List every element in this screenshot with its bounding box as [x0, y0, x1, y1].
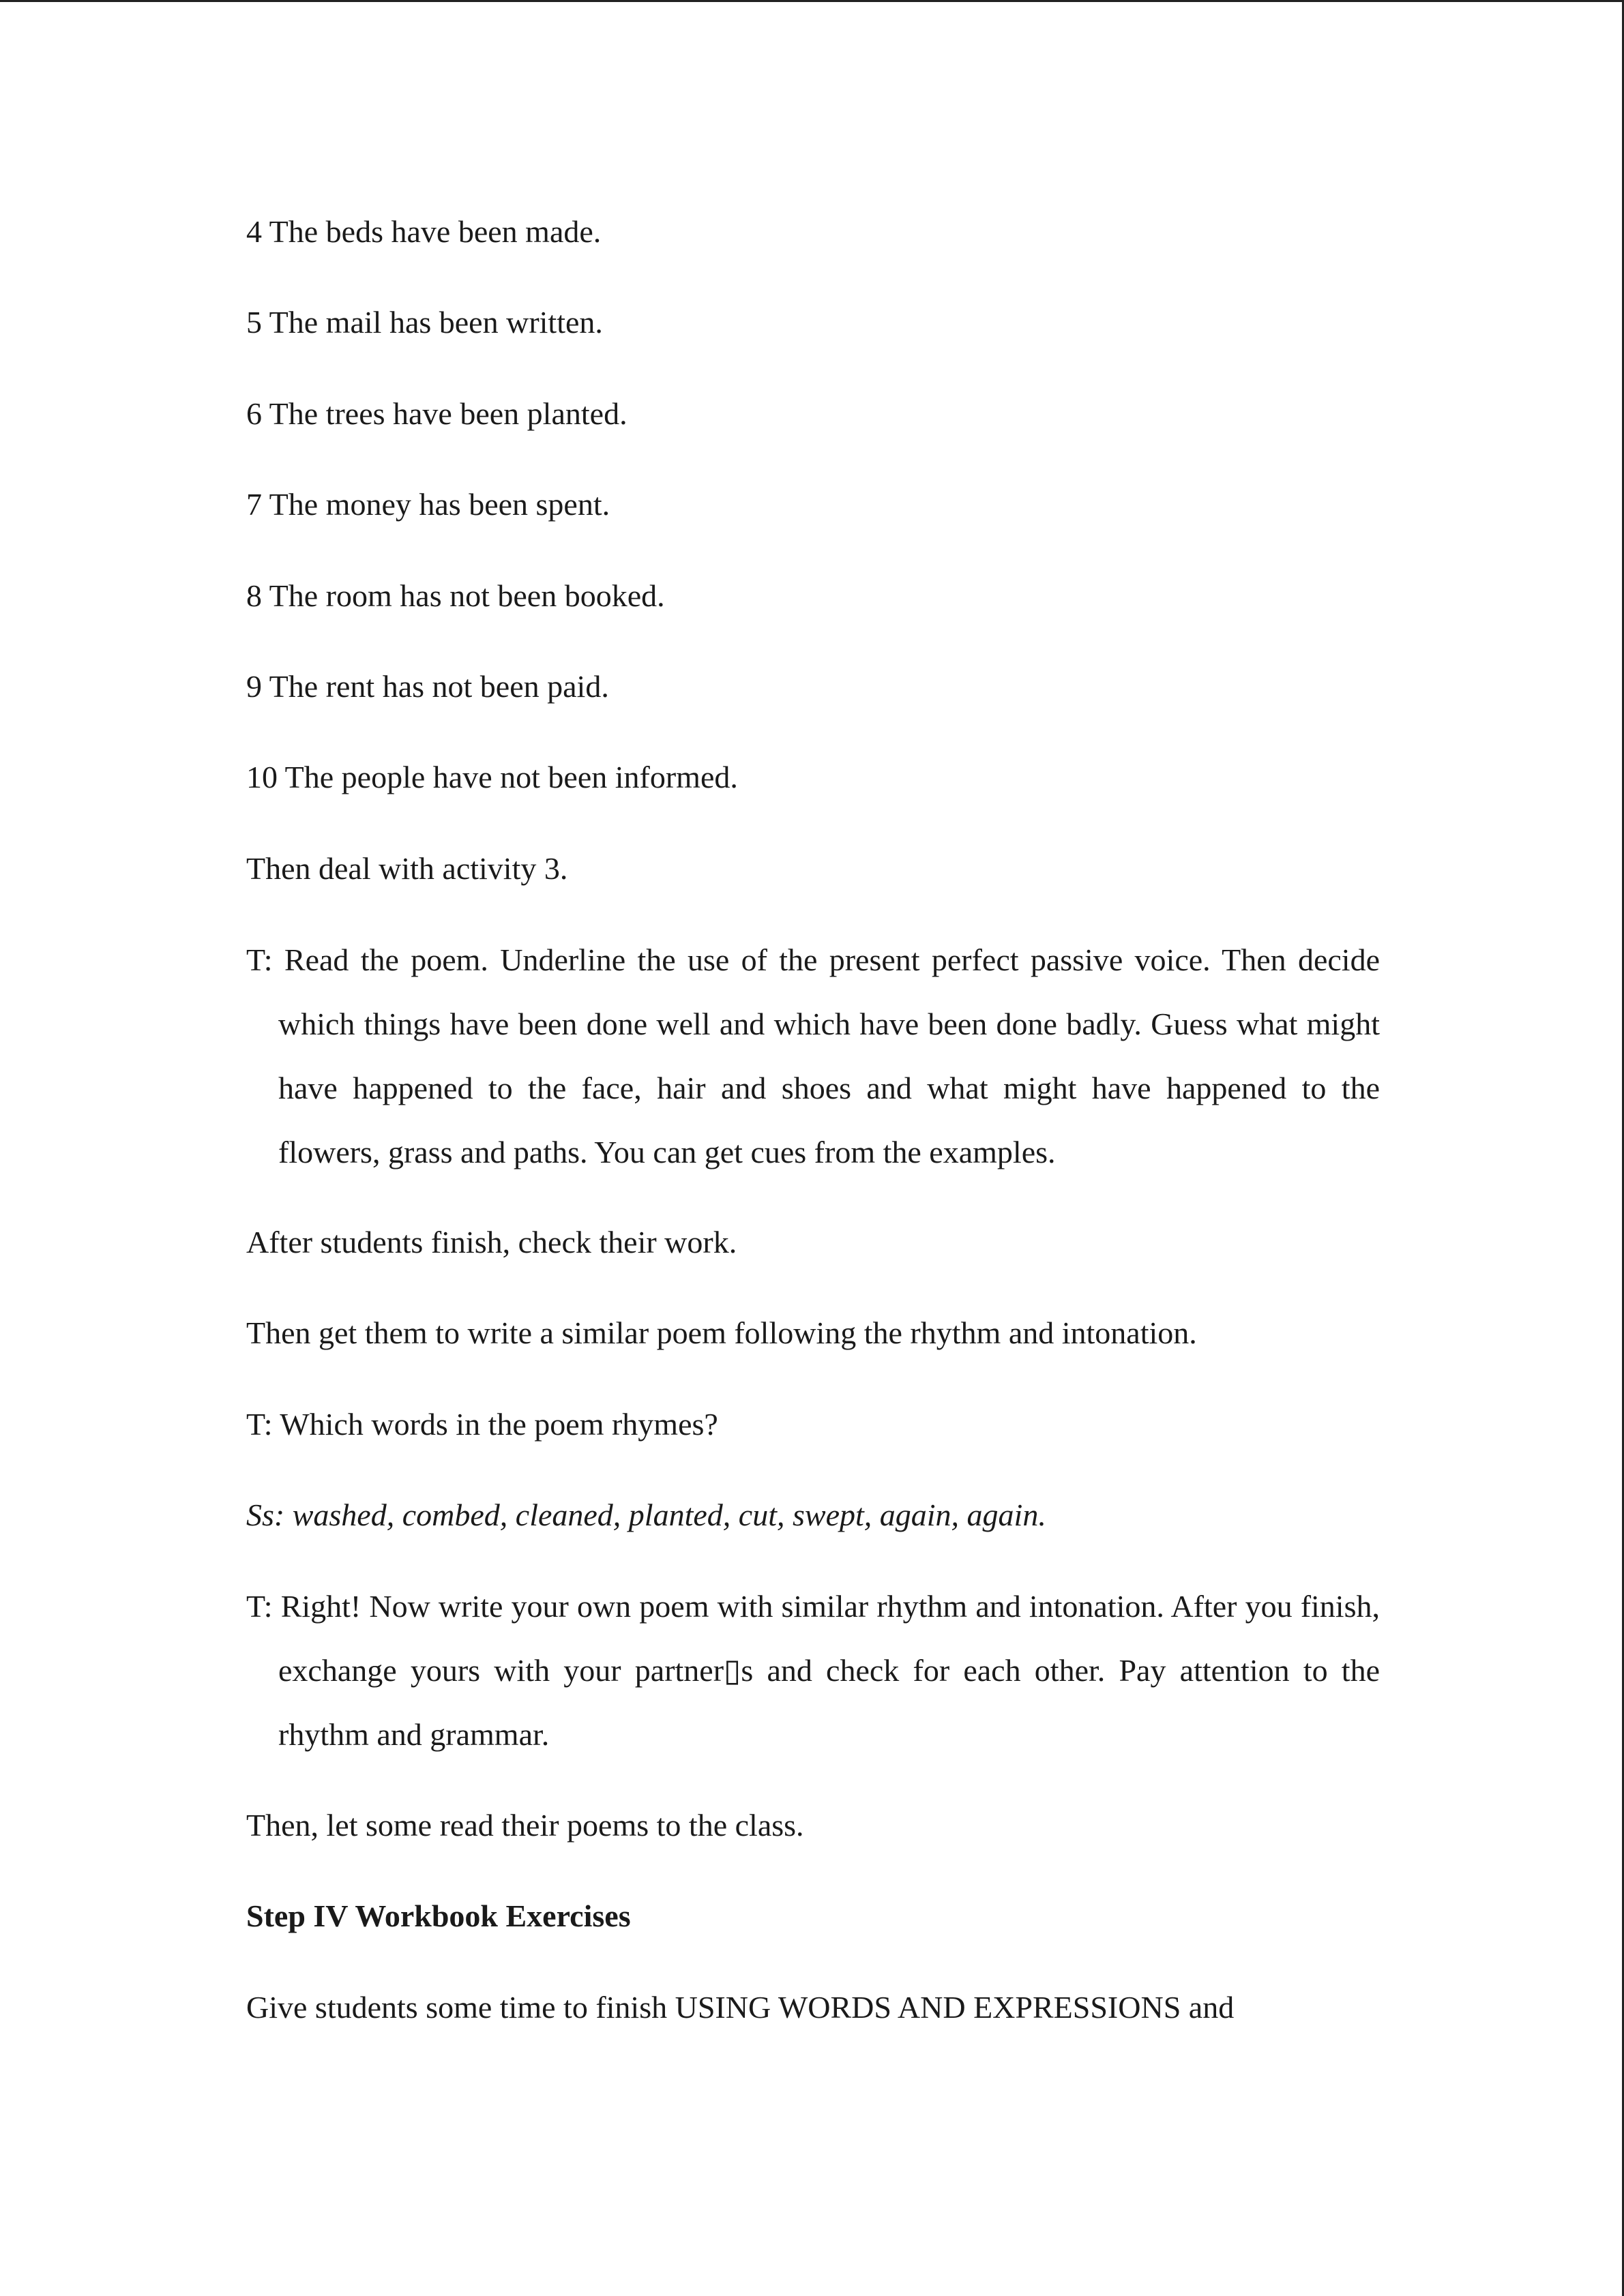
answer-line: 9 The rent has not been paid. — [246, 669, 609, 704]
activity3-intro: Then deal with activity 3. — [246, 851, 568, 886]
answer-line: 10 The people have not been informed. — [246, 760, 738, 794]
read-poems-line: Then, let some read their poems to the class. — [246, 1808, 804, 1843]
answer-line: 5 The mail has been written. — [246, 305, 603, 340]
workbook-instruction: Give students some time to finish USING WORDS AND EXPRESSIONS and — [246, 1990, 1235, 2025]
teacher-question: T: Which words in the poem rhymes? — [246, 1407, 718, 1442]
step-heading: Step IV Workbook Exercises — [246, 1898, 631, 1933]
check-work-line: After students finish, check their work. — [246, 1225, 737, 1259]
answer-line: 4 The beds have been made. — [246, 214, 602, 249]
teacher-poem-instruction: T: Read the poem. Underline the use of the present perfect passive voice. Then decide which things have been done well and which have been done badly. Guess what might have happened to the face, hair and shoes and what might have happened to the flowers, grass and paths. You can get cues from the examples. — [246, 942, 1380, 1169]
teacher-write-instruction: T: Right! Now write your own poem with similar rhythm and intonation. After you finish, exchange yours with your partner▯s and check for each other. Pay attention to the rhythm and grammar. — [246, 1589, 1380, 1752]
answer-line: 6 The trees have been planted. — [246, 396, 628, 431]
answer-line: 7 The money has been spent. — [246, 487, 610, 522]
students-answer: Ss: washed, combed, cleaned, planted, cut, swept, again, again. — [246, 1497, 1046, 1532]
answer-line: 8 The room has not been booked. — [246, 578, 665, 613]
write-similar-line: Then get them to write a similar poem following the rhythm and intonation. — [246, 1315, 1197, 1350]
